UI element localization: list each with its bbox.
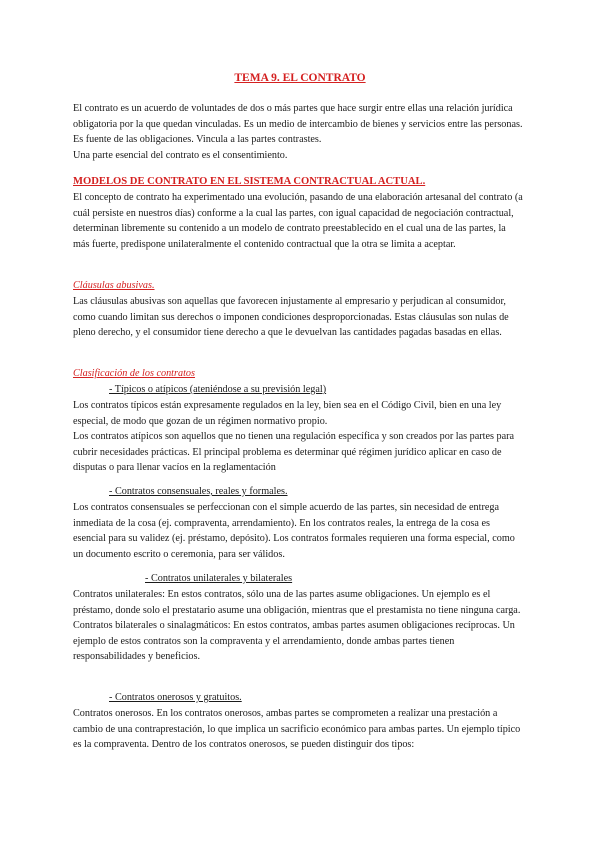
tipicos-paragraph: Los contratos típicos están expresamente regulados en la ley, bien sea en el Código Civil, bien en una ley especial, de modo que gozan de un régimen normativo propio.: [73, 400, 502, 427]
bilaterales-paragraph: Contratos bilaterales o sinalagmáticos: En estos contratos, ambas partes asumen obligaciones recíprocas. Un ejemplo de estos contratos son la compraventa y el arrendamiento, donde ambas partes tienen responsabilidades y beneficios.: [73, 620, 515, 663]
clasificacion-heading: Clasificación de los contratos: [73, 368, 195, 379]
onerosos-section: [73, 690, 523, 753]
intro-paragraph-2: Una parte esencial del contrato es el consentimiento.: [73, 149, 288, 161]
clausulas-section: [73, 278, 523, 341]
consensuales-subheading: - Contratos consensuales, reales y formales.: [109, 486, 288, 497]
atipicos-paragraph: Los contratos atípicos son aquellos que no tienen una regulación específica y son creados por las partes para cubrir necesidades prácticas. El principal problema es determinar qué régimen jurídico aplicar en caso de disputas o para llenar vacíos en la reglamentación: [73, 431, 515, 474]
intro-section: [73, 101, 523, 163]
clausulas-heading: Cláusulas abusivas.: [73, 280, 155, 291]
consensuales-section: [73, 484, 523, 562]
intro-paragraph: El contrato es un acuerdo de voluntades de dos o más partes que hace surgir entre ellas una relación jurídica obligatoria por la que quedan vinculadas. Es un medio de intercambio de bienes y servicios entre las personas. Es fuente de las obligaciones. Vincula a las partes contrastes.: [73, 103, 523, 146]
page-title: TEMA 9. EL CONTRATO: [234, 72, 366, 84]
modelos-heading: MODELOS DE CONTRATO EN EL SISTEMA CONTRACTUAL ACTUAL.: [73, 176, 426, 187]
unilaterales-subheading: - Contratos unilaterales y bilaterales: [145, 573, 293, 584]
clasificacion-section: [73, 366, 523, 476]
unilaterales-section: [73, 571, 523, 665]
modelos-section: [73, 174, 523, 252]
modelos-paragraph: El concepto de contrato ha experimentado una evolución, pasando de una elaboración artesanal del contrato (a cuál persiste en nuestros días) conforme a la cual las partes, con igual capacidad de negociación contractual, determinan libremente su contenido a un modelo de contrato preestablecido en el cual una de las partes, la más fuerte, predispone unilateralmente el contenido contractual que la otra se limita a aceptar.: [73, 192, 523, 250]
unilaterales-paragraph: Contratos unilaterales: En estos contratos, sólo una de las partes asume obligaciones. Un ejemplo es el préstamo, donde solo el prestatario asume una obligación, mientras que el prestamista no tiene ninguna carga.: [73, 589, 521, 616]
consensuales-paragraph: Los contratos consensuales se perfeccionan con el simple acuerdo de las partes, sin necesidad de entrega inmediata de la cosa (ej. compraventa, arrendamiento). En los contratos reales, la entrega de la cosa es esencial para su validez (ej. préstamo, depósito). Los contratos formales requieren una forma especial, como un documento escrito o ceremonia, para ser válidos.: [73, 502, 515, 560]
onerosos-subheading: - Contratos onerosos y gratuitos.: [109, 692, 242, 703]
onerosos-paragraph: Contratos onerosos. En los contratos onerosos, ambas partes se comprometen a realizar una prestación a cambio de una contraprestación, lo que implica un sacrificio económico para ambas partes. Un ejemplo típico es la compraventa. Dentro de los contratos onerosos, se pueden distinguir dos tipos:: [73, 708, 521, 751]
clausulas-paragraph: Las cláusulas abusivas son aquellas que favorecen injustamente al empresario y perjudican al consumidor, como cuando limitan sus derechos o imponen condiciones desproporcionadas. Estas cláusulas son nulas de pleno derecho, y el consumidor tiene derecho a que le devuelvan las cantidades pagadas basadas en ellas.: [73, 296, 509, 339]
tipicos-subheading: - Típicos o atípicos (ateniéndose a su previsión legal): [109, 384, 327, 395]
